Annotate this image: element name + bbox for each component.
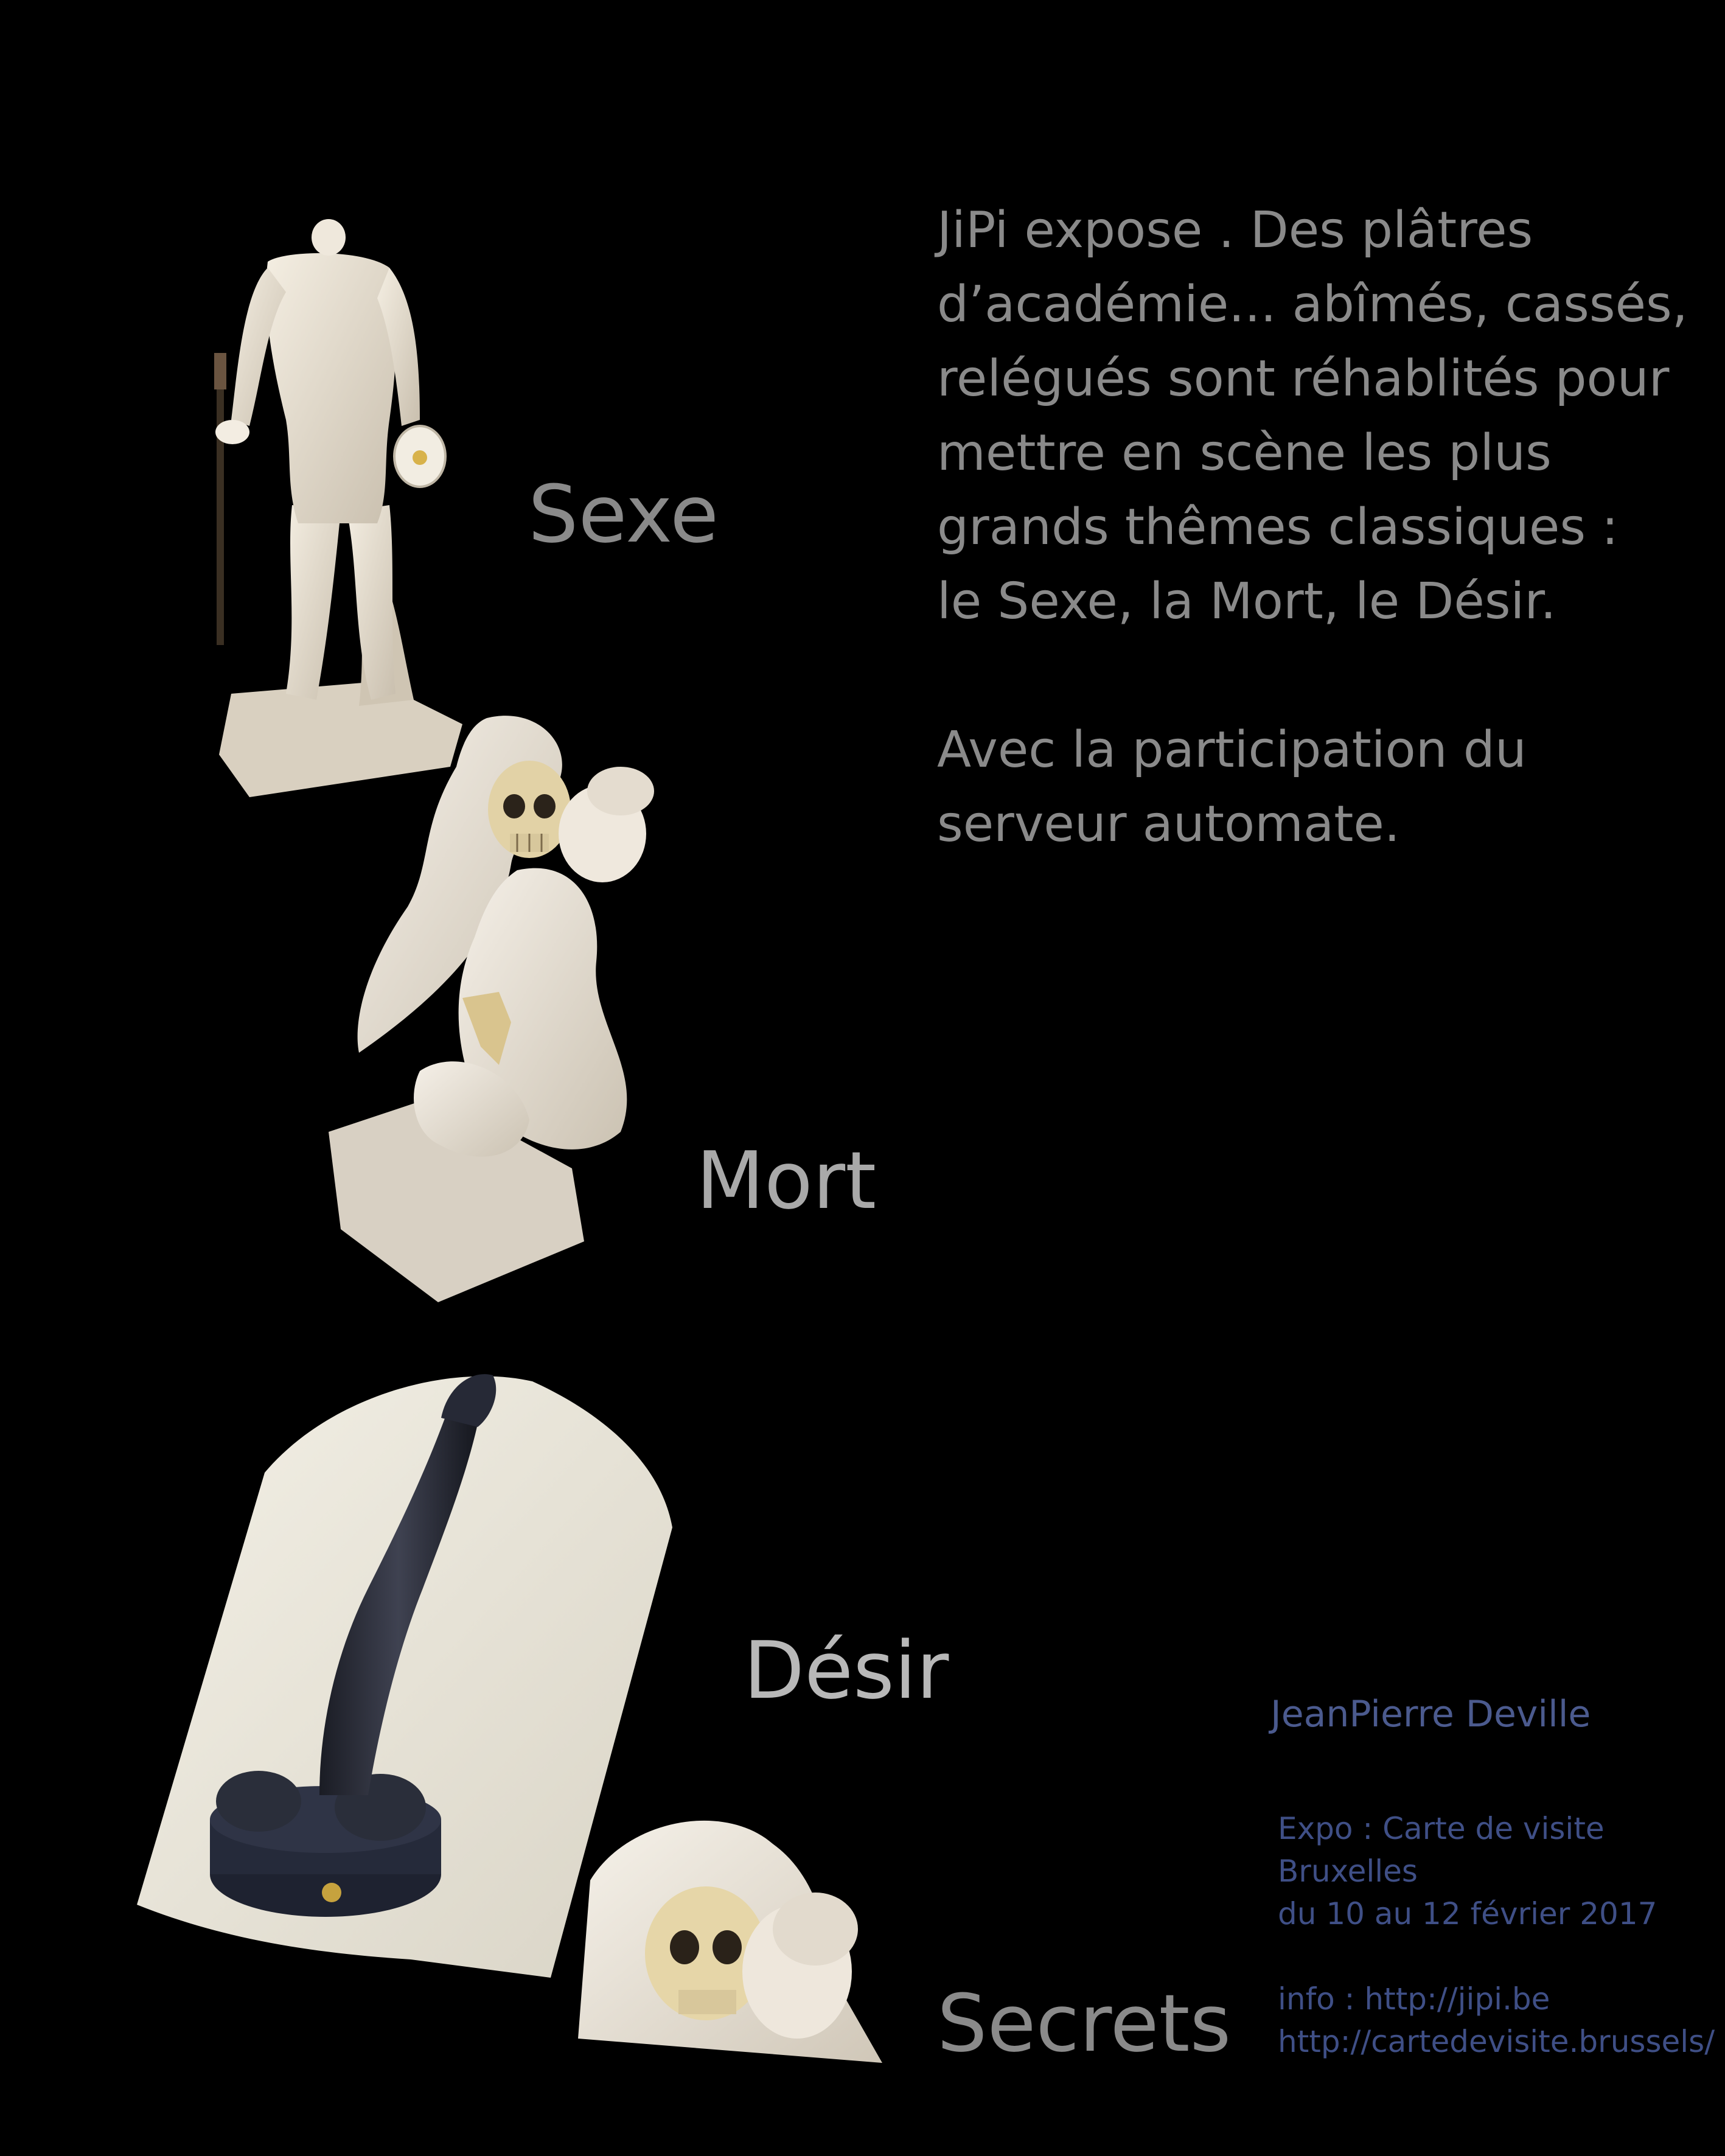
intro-line: JiPi expose . Des plâtres [937, 201, 1533, 259]
intro-gap [937, 639, 1704, 713]
statue-secrets-photo [578, 1807, 901, 2081]
intro-line: grands thêmes classiques : [937, 498, 1619, 556]
intro-line: d’académie... abîmés, cassés, [937, 276, 1688, 333]
intro-line: serveur automate. [937, 795, 1400, 853]
intro-line: le Sexe, la Mort, le Désir. [937, 573, 1556, 630]
expo-name: Expo : Carte de visite [1278, 1811, 1605, 1846]
author-name: JeanPierre Deville [1270, 1693, 1591, 1736]
intro-line: relégués sont réhablités pour [937, 350, 1670, 408]
statue-mort-photo [316, 706, 694, 1308]
expo-city: Bruxelles [1278, 1854, 1418, 1889]
theme-sexe: Sexe [528, 468, 719, 560]
intro-line: Avec la participation du [937, 721, 1527, 779]
info-link[interactable]: info : http://jipi.be [1278, 1981, 1550, 2017]
intro-line: mettre en scène les plus [937, 424, 1552, 482]
credits-block [1278, 1807, 1715, 2063]
expo-dates: du 10 au 12 février 2017 [1278, 1896, 1657, 1931]
credits-gap [1278, 1935, 1715, 1978]
theme-desir: Désir [744, 1624, 949, 1717]
expo-url-link[interactable]: http://cartedevisite.brussels/ [1278, 2024, 1715, 2059]
theme-secrets: Secrets [937, 1977, 1232, 2070]
theme-mort: Mort [696, 1134, 877, 1227]
intro-text [937, 194, 1704, 862]
